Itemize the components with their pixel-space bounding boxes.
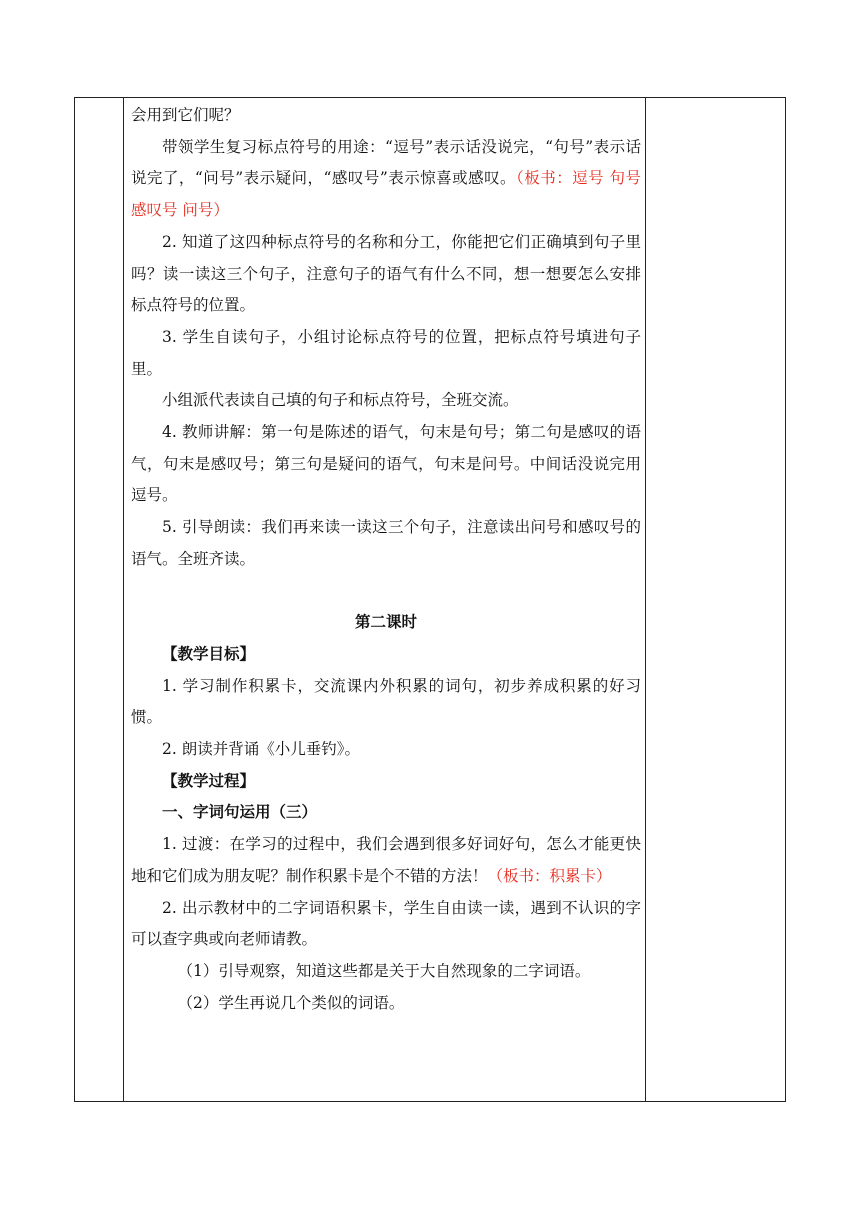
paragraph-text: 1. 过渡：在学习的过程中，我们会遇到很多好词好句，怎么才能更快地和它们成为朋友呢？制作积累卡是个不错的方法！ [131,835,641,885]
column-divider-left [123,98,124,1101]
section-step-2: 2. 出示教材中的二字词语积累卡，学生自由读一读，遇到不认识的字可以查字典或向老师请教。 [131,898,641,949]
paragraph-punctuation-review [131,132,641,227]
paragraph-step-4: 4. 教师讲解：第一句是陈述的语气，句末是句号；第二句是感叹的语气，句末是感叹号；第三句是疑问的语气，句末是问号。中间话没说完用逗号。 [131,423,641,505]
sub-step-1: （1）引导观察，知道这些都是关于大自然现象的二字词语。 [177,961,591,980]
goal-2: 2. 朗读并背诵《小儿垂钓》。 [162,740,360,759]
paragraph-step-3: 3. 学生自读句子，小组讨论标点符号的位置，把标点符号填进句子里。 [131,327,641,378]
paragraph-text: 带领学生复习标点符号的用途：“逗号”表示话没说完，“句号”表示话说完了，“问号”表示疑问，“感叹号”表示惊喜或感叹。 [131,137,641,188]
paragraph-continuation: 会用到它们呢？ [131,106,240,124]
section-step-1 [131,829,641,892]
goal-1: 1. 学习制作积累卡，交流课内外积累的词句，初步养成积累的好习惯。 [131,676,641,727]
lesson-plan-table [74,97,786,1102]
column-divider-right [645,98,646,1101]
blackboard-note: （板书：逗号 句号 感叹号 问号） [131,169,641,220]
lesson-title: 第二课时 [354,613,417,632]
spacer [131,576,641,608]
paragraph-step-2: 2. 知道了这四种标点符号的名称和分工，你能把它们正确填到句子里吗？读一读这三个句子，注意句子的语气有什么不同，想一想要怎么安排标点符号的位置。 [131,232,641,315]
section-heading: 一、字词句运用（三） [162,803,318,822]
paragraph-step-5: 5. 引导朗读：我们再来读一读这三个句子，注意读出问号和感叹号的语气。全班齐读。 [131,518,641,568]
lesson-content [131,100,641,1019]
sub-step-2: （2）学生再说几个类似的词语。 [177,993,405,1012]
paragraph-group-share: 小组派代表读自己填的句子和标点符号，全班交流。 [162,391,519,410]
blackboard-note: （板书：积累卡） [487,866,612,885]
goals-heading: 【教学目标】 [162,644,256,663]
process-heading: 【教学过程】 [162,771,256,790]
